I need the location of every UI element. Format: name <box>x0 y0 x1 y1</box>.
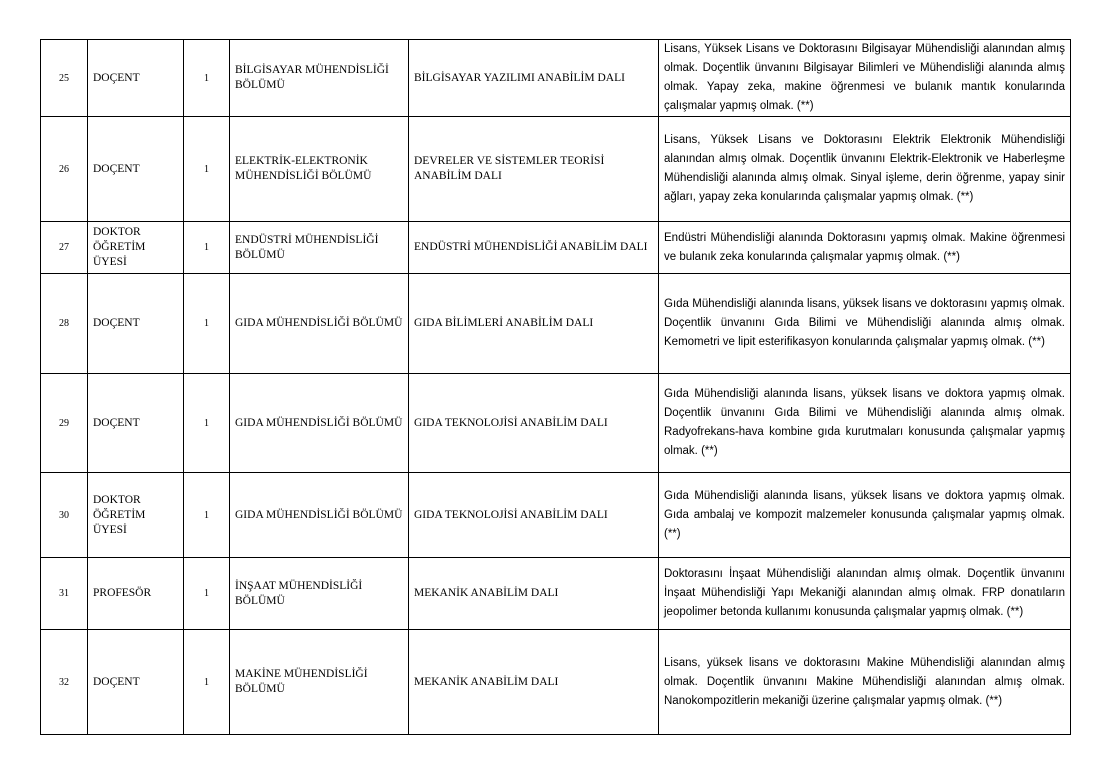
row-number: 28 <box>41 274 88 374</box>
department-name: MAKİNE MÜHENDİSLİĞİ BÖLÜMÜ <box>230 630 409 735</box>
requirements-text: Gıda Mühendisliği alanında lisans, yüksek lisans ve doktora yapmış olmak. Gıda ambalaj ve kompozit malzemeler konusunda çalışmalar yapmış olmak. (**) <box>659 473 1071 558</box>
table-row <box>41 374 1071 473</box>
row-number: 30 <box>41 473 88 558</box>
position-title: DOÇENT <box>88 40 184 117</box>
position-title: DOKTOR ÖĞRETİM ÜYESİ <box>88 222 184 274</box>
position-count: 1 <box>184 558 230 630</box>
table-row <box>41 117 1071 222</box>
requirements-text: Endüstri Mühendisliği alanında Doktorasını yapmış olmak. Makine öğrenmesi ve bulanık zeka konularında çalışmalar yapmış olmak. (**) <box>659 222 1071 274</box>
position-title: DOKTOR ÖĞRETİM ÜYESİ <box>88 473 184 558</box>
division-name: GIDA TEKNOLOJİSİ ANABİLİM DALI <box>409 473 659 558</box>
division-name: GIDA BİLİMLERİ ANABİLİM DALI <box>409 274 659 374</box>
row-number: 26 <box>41 117 88 222</box>
division-name: GIDA TEKNOLOJİSİ ANABİLİM DALI <box>409 374 659 473</box>
table-row <box>41 558 1071 630</box>
position-title: DOÇENT <box>88 117 184 222</box>
requirements-text: Lisans, Yüksek Lisans ve Doktorasını Elektrik Elektronik Mühendisliği alanından almış olmak. Doçentlik ünvanını Elektrik-Elektronik ve Haberleşme Mühendisliği alanında almış olmak. Sinyal işleme, derin öğrenme, yapay sinir ağları, yapay zeka konularında çalışmalar yapmış olmak. (**) <box>659 117 1071 222</box>
department-name: İNŞAAT MÜHENDİSLİĞİ BÖLÜMÜ <box>230 558 409 630</box>
division-name: MEKANİK ANABİLİM DALI <box>409 630 659 735</box>
requirements-text: Gıda Mühendisliği alanında lisans, yüksek lisans ve doktorasını yapmış olmak. Doçentlik ünvanını Gıda Bilimi ve Mühendisliği alanında almış olmak. Kemometri ve lipit esterifikasyon konularında çalışmalar yapmış olmak. (**) <box>659 274 1071 374</box>
division-name: MEKANİK ANABİLİM DALI <box>409 558 659 630</box>
department-name: BİLGİSAYAR MÜHENDİSLİĞİ BÖLÜMÜ <box>230 40 409 117</box>
position-title: PROFESÖR <box>88 558 184 630</box>
table-row <box>41 630 1071 735</box>
department-name: GIDA MÜHENDİSLİĞİ BÖLÜMÜ <box>230 473 409 558</box>
division-name: DEVRELER VE SİSTEMLER TEORİSİ ANABİLİM DALI <box>409 117 659 222</box>
division-name: ENDÜSTRİ MÜHENDİSLİĞİ ANABİLİM DALI <box>409 222 659 274</box>
table-row <box>41 473 1071 558</box>
row-number: 31 <box>41 558 88 630</box>
position-count: 1 <box>184 374 230 473</box>
position-count: 1 <box>184 222 230 274</box>
position-count: 1 <box>184 40 230 117</box>
position-title: DOÇENT <box>88 630 184 735</box>
position-title: DOÇENT <box>88 374 184 473</box>
row-number: 29 <box>41 374 88 473</box>
division-name: BİLGİSAYAR YAZILIMI ANABİLİM DALI <box>409 40 659 117</box>
position-count: 1 <box>184 117 230 222</box>
table-row <box>41 222 1071 274</box>
row-number: 32 <box>41 630 88 735</box>
position-count: 1 <box>184 630 230 735</box>
faculty-positions-table <box>40 39 1071 735</box>
position-title: DOÇENT <box>88 274 184 374</box>
table-row <box>41 40 1071 117</box>
department-name: GIDA MÜHENDİSLİĞİ BÖLÜMÜ <box>230 374 409 473</box>
position-count: 1 <box>184 473 230 558</box>
position-count: 1 <box>184 274 230 374</box>
table-row <box>41 274 1071 374</box>
requirements-text: Gıda Mühendisliği alanında lisans, yüksek lisans ve doktora yapmış olmak. Doçentlik ünvanını Gıda Bilimi ve Mühendisliği alanında almış olmak. Radyofrekans-hava kombine gıda kurutmaları konusunda çalışmalar yapmış olmak. (**) <box>659 374 1071 473</box>
requirements-text: Lisans, Yüksek Lisans ve Doktorasını Bilgisayar Mühendisliği alanından almış olmak. Doçentlik ünvanını Bilgisayar Bilimleri ve Mühendisliği alanında almış olmak. Yapay zeka, makine öğrenmesi ve bulanık mantık konularında çalışmalar yapmış olmak. (**) <box>659 40 1071 117</box>
department-name: GIDA MÜHENDİSLİĞİ BÖLÜMÜ <box>230 274 409 374</box>
department-name: ELEKTRİK-ELEKTRONİK MÜHENDİSLİĞİ BÖLÜMÜ <box>230 117 409 222</box>
row-number: 27 <box>41 222 88 274</box>
requirements-text: Lisans, yüksek lisans ve doktorasını Makine Mühendisliği alanından almış olmak. Doçentlik ünvanını Makine Mühendisliği alanından almış olmak. Nanokompozitlerin mekaniği üzerine çalışmalar yapmış olmak. (**) <box>659 630 1071 735</box>
department-name: ENDÜSTRİ MÜHENDİSLİĞİ BÖLÜMÜ <box>230 222 409 274</box>
requirements-text: Doktorasını İnşaat Mühendisliği alanından almış olmak. Doçentlik ünvanını İnşaat Mühendisliği Yapı Mekaniği alanından almış olmak. FRP donatıların jeopolimer betonda kullanımı konusunda çalışmalar yapmış olmak. (**) <box>659 558 1071 630</box>
row-number: 25 <box>41 40 88 117</box>
